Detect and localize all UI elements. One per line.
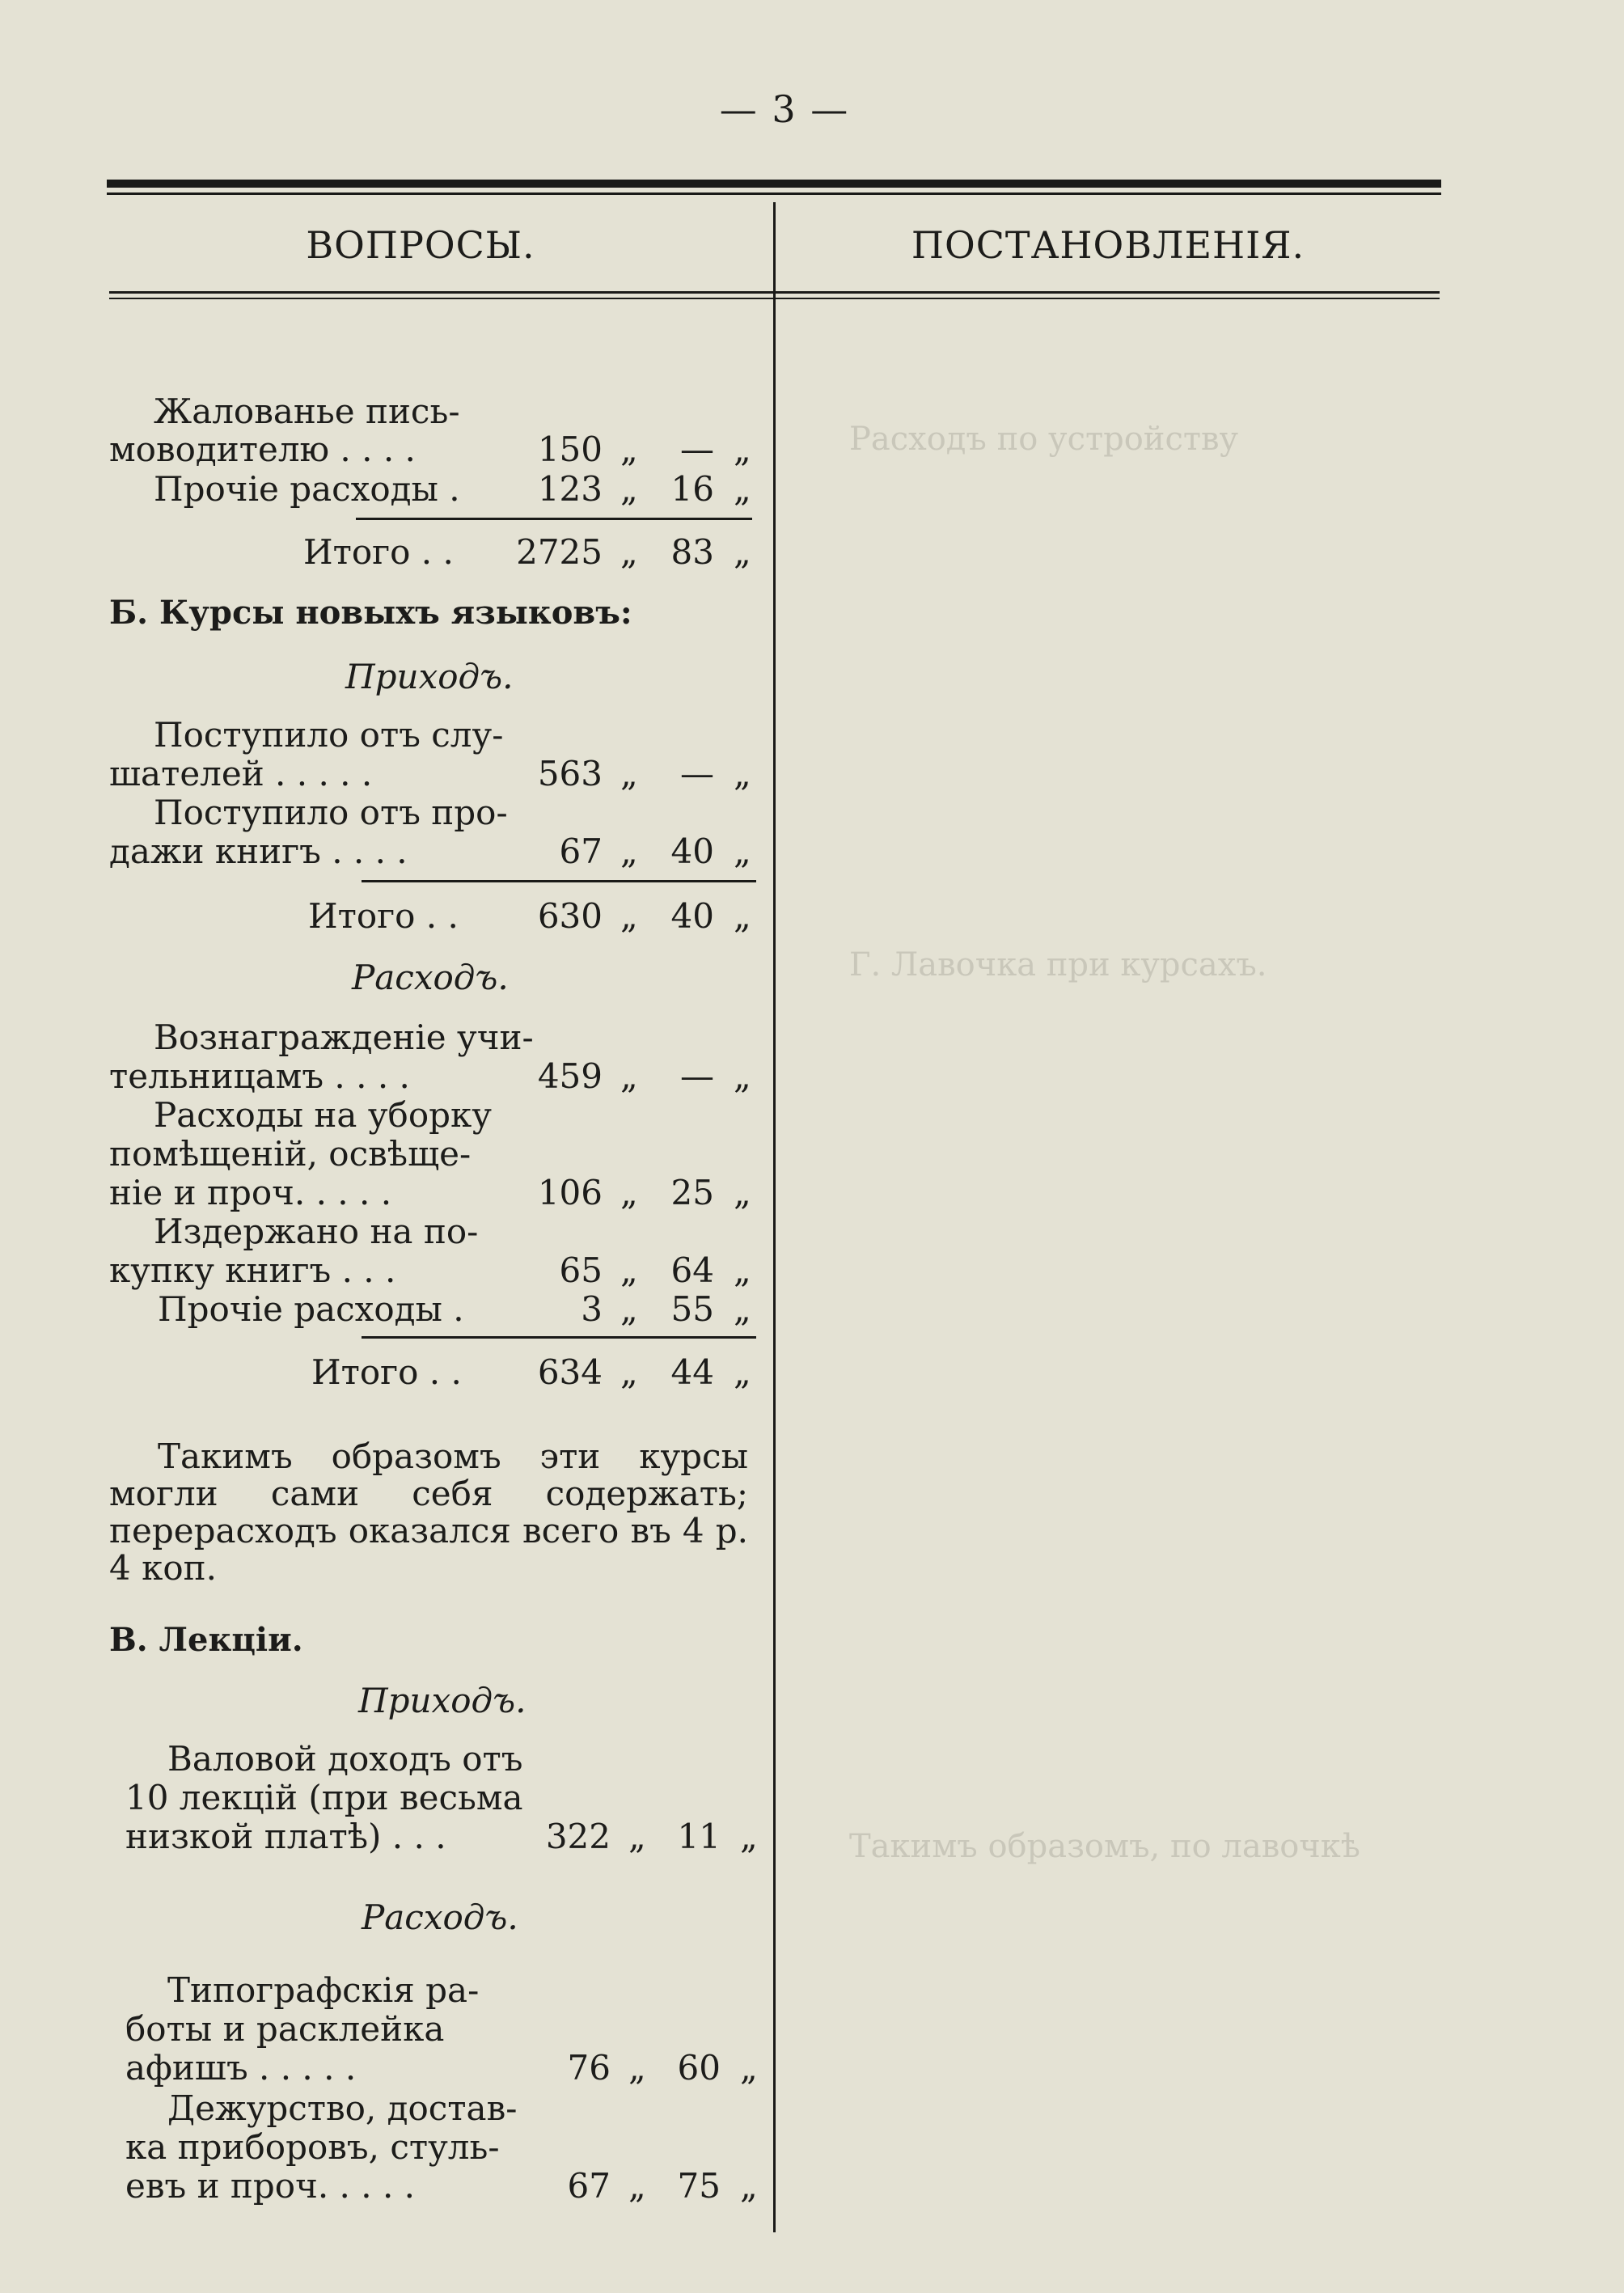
section-title-courses: Б. Курсы новыхъ языковъ:: [109, 594, 632, 632]
ditto-mark: „: [734, 831, 751, 871]
ditto-mark: „: [628, 2166, 646, 2206]
amount-rub: 67: [567, 2166, 611, 2206]
ditto-mark: „: [734, 429, 751, 469]
ditto-mark: „: [734, 532, 751, 572]
text-line: афишъ . . . . .: [125, 2048, 357, 2088]
text-line: Поступило отъ про-: [154, 793, 508, 832]
amount-kop: —: [680, 1056, 714, 1096]
text-line: купку книгъ . . .: [109, 1250, 396, 1290]
ditto-mark: „: [740, 2166, 758, 2206]
ditto-mark: „: [620, 1289, 638, 1329]
ditto-mark: „: [734, 469, 751, 509]
ditto-mark: „: [620, 1352, 638, 1392]
amount-kop: —: [680, 429, 714, 469]
text-line: Расходы на уборку: [154, 1095, 492, 1135]
header-resolutions: ПОСТАНОВЛЕНІЯ.: [911, 223, 1305, 267]
ditto-mark: „: [740, 2048, 758, 2088]
amount-kop: —: [680, 754, 714, 793]
amount-rub: 67: [559, 831, 603, 871]
sum-rule: [356, 518, 752, 520]
text-line: евъ и проч. . . . .: [125, 2166, 416, 2206]
text-line: Издержано на по-: [154, 1212, 479, 1251]
subsection-expense: Расходъ.: [362, 1897, 518, 1937]
subsection-income: Приходъ.: [345, 657, 514, 696]
ditto-mark: „: [620, 532, 638, 572]
text-line: шателей . . . . .: [109, 754, 373, 793]
ditto-mark: „: [628, 1817, 646, 1856]
amount-rub: 3: [581, 1289, 603, 1329]
amount-kop: 60: [677, 2048, 721, 2088]
text-line: Валовой доходъ отъ: [167, 1739, 523, 1779]
total-label: Итого . .: [311, 1352, 462, 1392]
page-number: — 3 —: [719, 87, 850, 131]
text-line: ка приборовъ, стуль-: [125, 2127, 500, 2167]
text-line: Прочіе расходы .: [154, 469, 460, 509]
summary-paragraph: Такимъ образомъ эти курсы могли сами себя содержать; перерасходъ оказался всего въ 4 р. 4 коп.: [109, 1436, 748, 1588]
ditto-mark: „: [620, 1173, 638, 1212]
ditto-mark: „: [734, 754, 751, 793]
amount-rub: 123: [537, 469, 603, 509]
text-line: Типографскія ра-: [167, 1970, 480, 2010]
text-line: низкой платѣ) . . .: [125, 1817, 446, 1856]
ditto-mark: „: [620, 1250, 638, 1290]
sum-rule: [362, 1336, 756, 1339]
ditto-mark: „: [620, 1056, 638, 1096]
bleed-through-text: Г. Лавочка при курсахъ.: [849, 946, 1267, 984]
ditto-mark: „: [734, 1250, 751, 1290]
total-label: Итого . .: [303, 532, 454, 572]
text-line: ніе и проч. . . . .: [109, 1173, 392, 1212]
ditto-mark: „: [734, 1289, 751, 1329]
amount-kop: 11: [677, 1817, 721, 1856]
top-rule-thick: [107, 180, 1441, 188]
bleed-through-text: Расходъ по устройству: [849, 421, 1239, 458]
amount-kop: 64: [670, 1250, 714, 1290]
ditto-mark: „: [620, 831, 638, 871]
ditto-mark: „: [620, 896, 638, 936]
text-line: моводителю . . . .: [109, 429, 416, 469]
text-line: дажи книгъ . . . .: [109, 831, 408, 871]
ditto-mark: „: [740, 1817, 758, 1856]
section-title-lectures: В. Лекціи.: [109, 1621, 303, 1659]
total-kop: 83: [670, 532, 714, 572]
subsection-expense: Расходъ.: [352, 958, 509, 997]
text-line: Поступило отъ слу-: [154, 715, 504, 755]
total-rub: 630: [537, 896, 603, 936]
text-line: боты и расклейка: [125, 2009, 445, 2049]
ditto-mark: „: [620, 469, 638, 509]
ditto-mark: „: [734, 1352, 751, 1392]
ditto-mark: „: [620, 754, 638, 793]
text-line: помѣщеній, освѣще-: [109, 1134, 472, 1174]
sum-rule: [362, 880, 756, 882]
amount-kop: 40: [670, 831, 714, 871]
total-rub: 2725: [516, 532, 603, 572]
text-line: Жалованье пись-: [154, 391, 460, 431]
amount-rub: 76: [567, 2048, 611, 2088]
amount-rub: 65: [559, 1250, 603, 1290]
text-line: тельницамъ . . . .: [109, 1056, 410, 1096]
text-line: Вознагражденіе учи-: [154, 1017, 534, 1057]
amount-kop: 16: [670, 469, 714, 509]
total-label: Итого . .: [308, 896, 459, 936]
header-questions: ВОПРОСЫ.: [306, 223, 535, 267]
amount-rub: 106: [537, 1173, 603, 1212]
amount-rub: 563: [537, 754, 603, 793]
top-rule-thin: [107, 192, 1441, 195]
total-kop: 44: [670, 1352, 714, 1392]
ditto-mark: „: [620, 429, 638, 469]
amount-kop: 25: [670, 1173, 714, 1212]
ditto-mark: „: [734, 896, 751, 936]
text-line: Прочіе расходы .: [158, 1289, 464, 1329]
text-line: 10 лекцій (при весьма: [125, 1778, 523, 1817]
ditto-mark: „: [734, 1173, 751, 1212]
subsection-income: Приходъ.: [358, 1681, 527, 1720]
amount-rub: 150: [537, 429, 603, 469]
bleed-through-text: Такимъ образомъ, по лавочкѣ: [849, 1828, 1360, 1865]
column-divider: [773, 202, 776, 2232]
total-rub: 634: [537, 1352, 603, 1392]
total-kop: 40: [670, 896, 714, 936]
ditto-mark: „: [628, 2048, 646, 2088]
amount-rub: 322: [545, 1817, 611, 1856]
text-line: Дежурство, достав-: [167, 2088, 518, 2128]
amount-kop: 55: [670, 1289, 714, 1329]
amount-rub: 459: [537, 1056, 603, 1096]
amount-kop: 75: [677, 2166, 721, 2206]
ditto-mark: „: [734, 1056, 751, 1096]
